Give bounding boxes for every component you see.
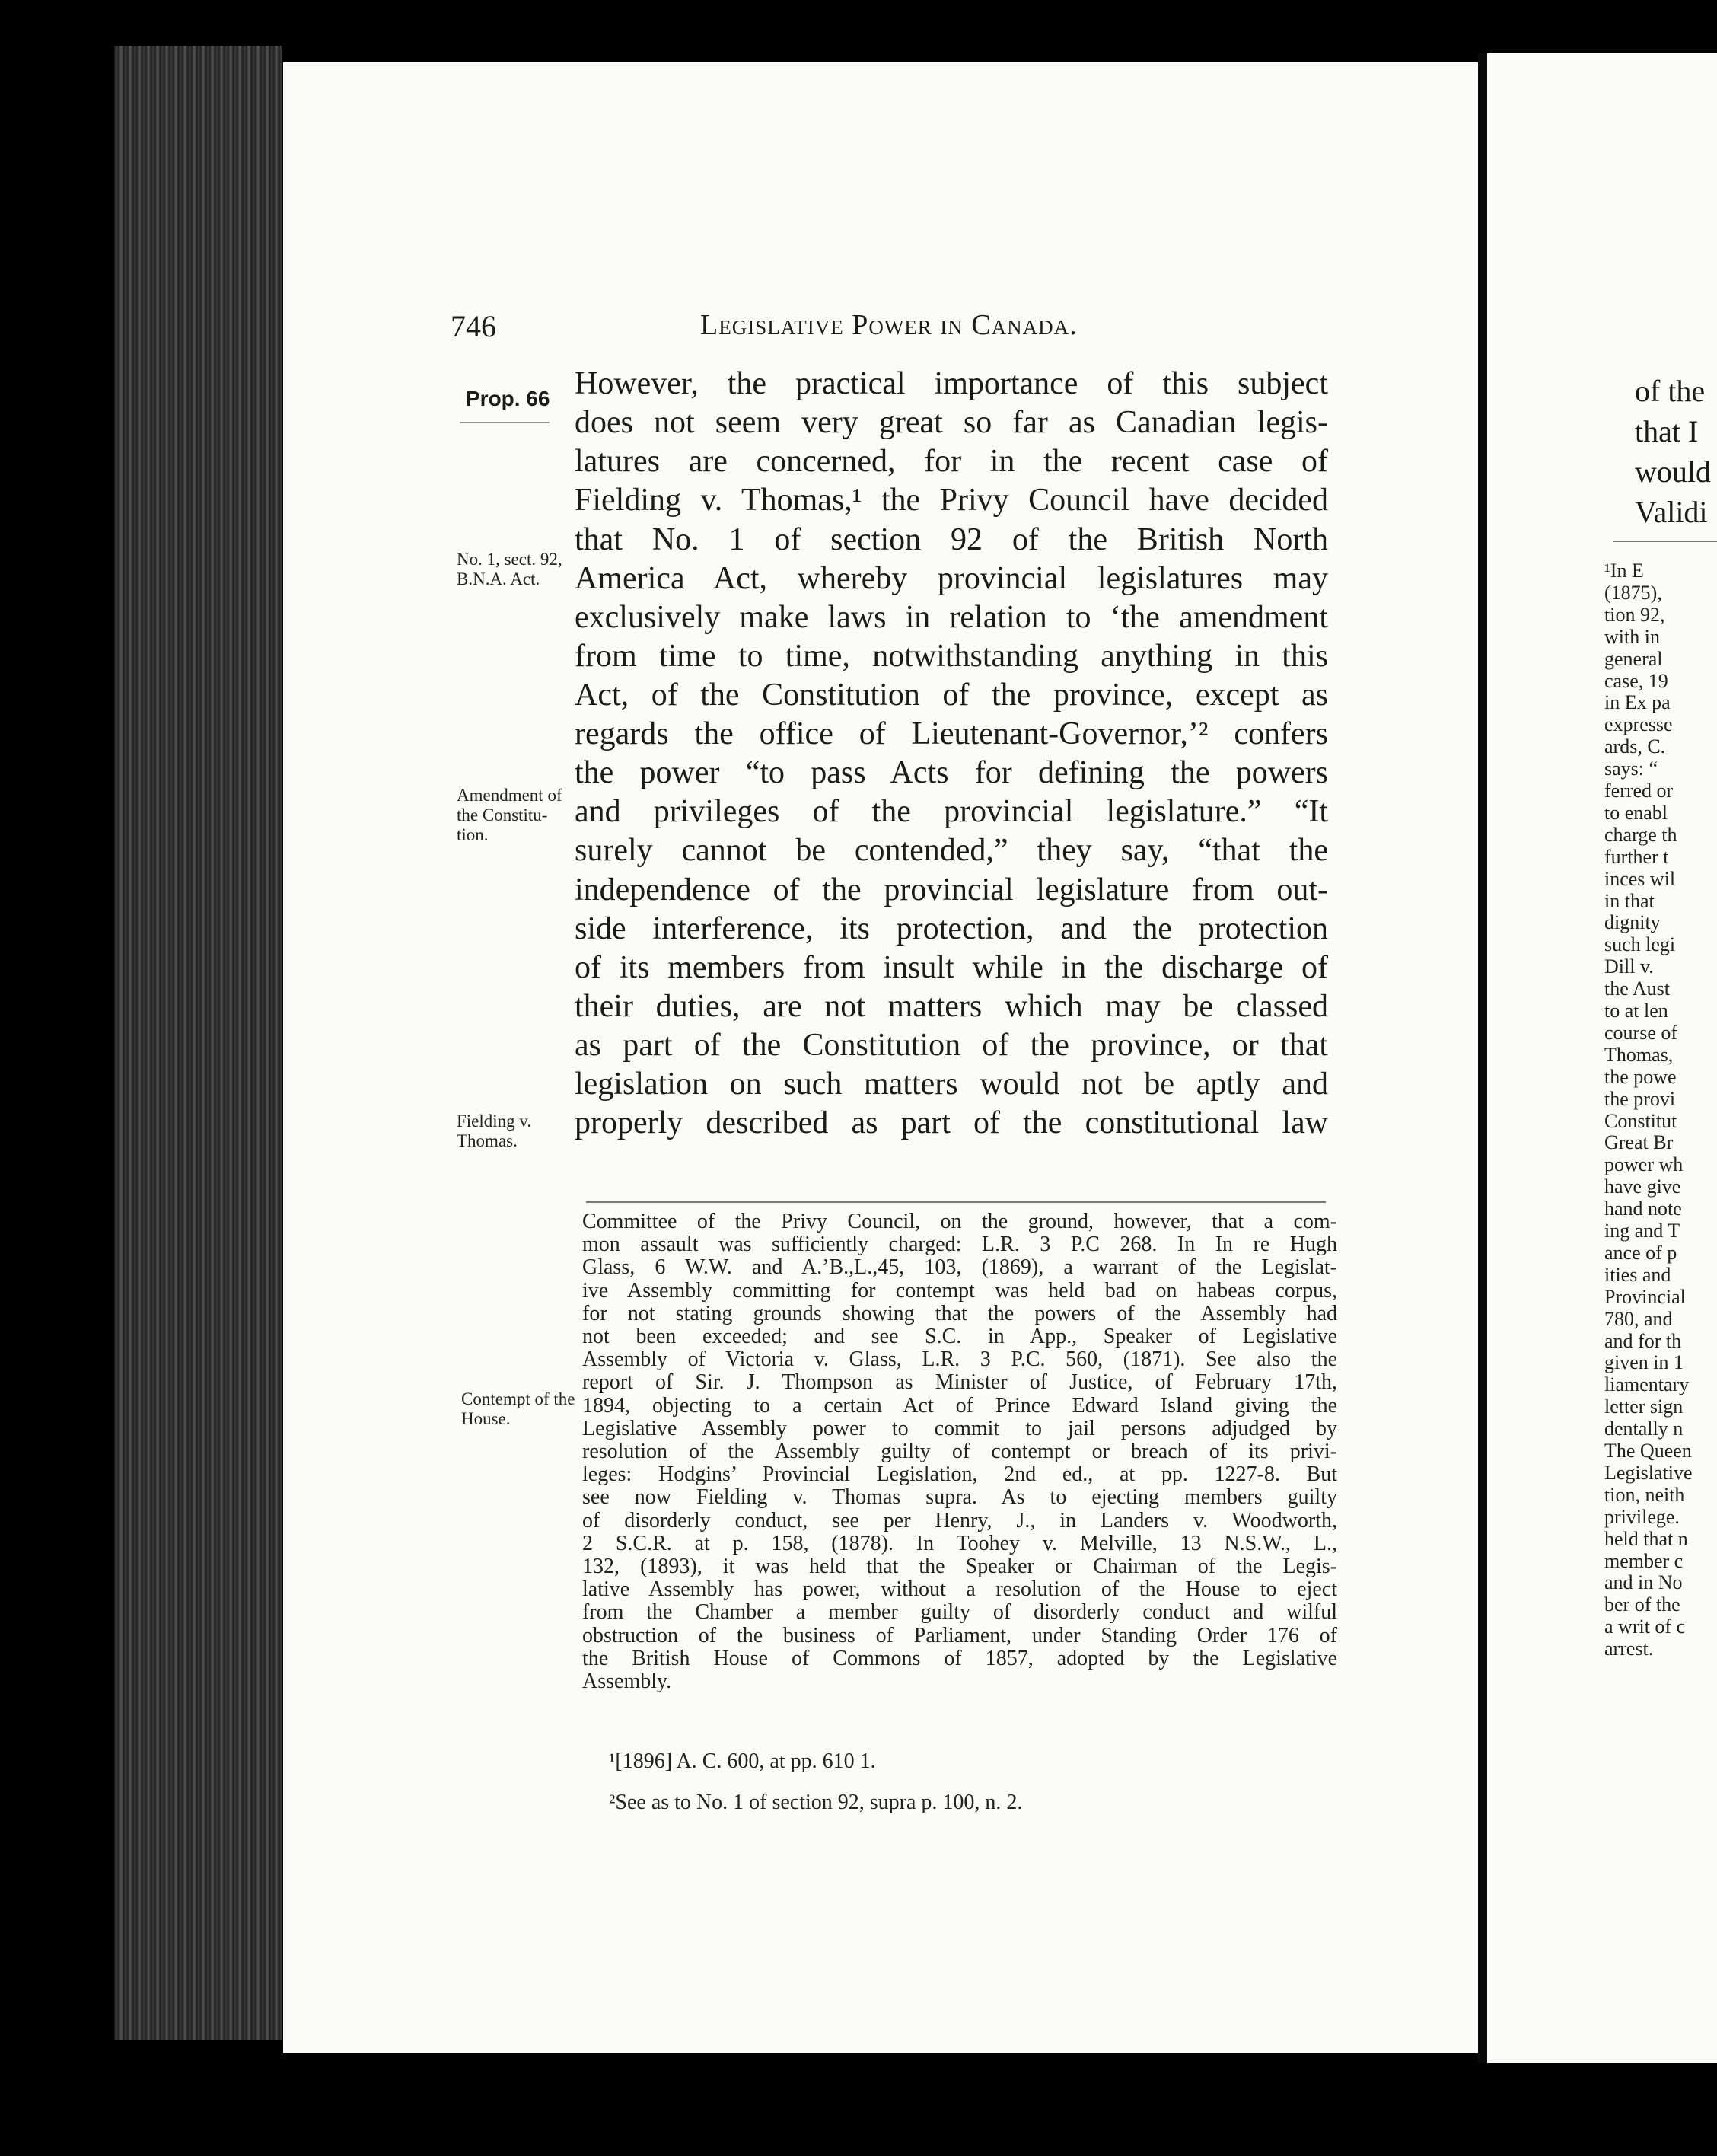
right-footnote-line: general bbox=[1604, 647, 1663, 670]
right-body-line: Validi bbox=[1635, 495, 1708, 529]
sidenote-rule bbox=[460, 422, 550, 423]
right-footnote-line: charge th bbox=[1604, 823, 1677, 846]
footnote-line: see now Fielding v. Thomas supra. As to ejecting members guilty bbox=[582, 1485, 1337, 1510]
right-footnote-line: with in bbox=[1604, 625, 1660, 648]
body-line: from time to time, notwithstanding anything in this bbox=[575, 639, 1328, 674]
footnote-line: Assembly. bbox=[582, 1670, 672, 1694]
sidenote-contempt: Contempt of the House. bbox=[461, 1389, 575, 1428]
running-head-initial: L bbox=[700, 309, 719, 341]
body-line: does not seem very great so far as Canadian legis- bbox=[575, 405, 1328, 440]
sidenote-fielding: Fielding v. Thomas. bbox=[457, 1111, 532, 1150]
right-footnote-line: course of bbox=[1604, 1021, 1678, 1044]
footnote-line: 2 S.C.R. at p. 158, (1878). In Toohey v. Melville, 13 N.S.W., L., bbox=[582, 1531, 1337, 1555]
footnote-line: report of Sir. J. Thompson as Minister of Justice, of February 17th, bbox=[582, 1370, 1337, 1395]
body-line: exclusively make laws in relation to ‘the amendment bbox=[575, 600, 1328, 635]
body-line: the power “to pass Acts for defining the powers bbox=[575, 755, 1328, 790]
right-footnote-line: dentally n bbox=[1604, 1418, 1684, 1440]
right-footnote-line: ities and bbox=[1604, 1263, 1671, 1286]
right-footnote-line: letter sign bbox=[1604, 1395, 1684, 1418]
footnote-line: Glass, 6 W.W. and A.’B.,L.,45, 103, (1869), a warrant of the Legislat- bbox=[582, 1255, 1337, 1280]
body-line: as part of the Constitution of the province, or that bbox=[575, 1028, 1328, 1063]
body-line: regards the office of Lieutenant-Governor,’² confers bbox=[575, 716, 1328, 751]
footnote-line: leges: Hodgins’ Provincial Legislation, 2nd ed., at pp. 1227-8. But bbox=[582, 1462, 1337, 1487]
body-line: that No. 1 of section 92 of the British North bbox=[575, 522, 1328, 557]
right-footnote-line: ber of the bbox=[1604, 1593, 1680, 1616]
right-footnote-line: dignity bbox=[1604, 911, 1661, 934]
body-line: their duties, are not matters which may be classed bbox=[575, 989, 1328, 1024]
right-footnote-line: expresse bbox=[1604, 713, 1673, 736]
right-footnote-line: Constitut bbox=[1604, 1109, 1677, 1132]
right-footnote-line: held that n bbox=[1604, 1527, 1688, 1550]
right-footnote-line: Dill v. bbox=[1604, 955, 1654, 978]
footnote-line: of disorderly conduct, see per Henry, J., in Landers v. Woodworth, bbox=[582, 1508, 1337, 1532]
footnote-line: ive Assembly committing for contempt was held bad on habeas corpus, bbox=[582, 1278, 1337, 1303]
right-footnote-line: ards, C. bbox=[1604, 735, 1666, 758]
body-line: Fielding v. Thomas,¹ the Privy Council have decided bbox=[575, 483, 1328, 518]
right-body-line: would bbox=[1635, 454, 1711, 489]
right-footnote-line: Legislative bbox=[1604, 1461, 1693, 1484]
right-footnote-line: in that bbox=[1604, 889, 1655, 912]
right-footnote-line: tion 92, bbox=[1604, 603, 1665, 626]
body-line: of its members from insult while in the discharge of bbox=[575, 950, 1328, 985]
right-footnote-line: Provincial bbox=[1604, 1285, 1686, 1308]
footnote-line: Assembly of Victoria v. Glass, L.R. 3 P.C. 560, (1871). See also the bbox=[582, 1348, 1337, 1372]
right-footnote-line: tion, neith bbox=[1604, 1483, 1685, 1506]
footnote-line: mon assault was sufficiently charged: L.R. 3 P.C 268. In In re Hugh bbox=[582, 1233, 1337, 1257]
right-footnote-line: the provi bbox=[1604, 1087, 1676, 1110]
footnote-line: Committee of the Privy Council, on the ground, however, that a com- bbox=[582, 1210, 1337, 1233]
book-gutter bbox=[1478, 53, 1487, 2063]
right-footnote-line: member c bbox=[1604, 1549, 1684, 1572]
footnote-line: for not stating grounds showing that the powers of the Assembly had bbox=[582, 1301, 1337, 1325]
right-page bbox=[1487, 53, 1717, 2063]
footnote-line: obstruction of the business of Parliament, under Standing Order 176 of bbox=[582, 1623, 1337, 1647]
right-footnote-line: and in No bbox=[1604, 1571, 1683, 1594]
right-body-line: of the bbox=[1635, 374, 1706, 408]
right-footnote-line: ferred or bbox=[1604, 780, 1674, 802]
body-line: properly described as part of the constitutional law bbox=[575, 1105, 1328, 1140]
footnote-line: from the Chamber a member guilty of disorderly conduct and wilful bbox=[582, 1600, 1337, 1625]
footnote-line: the British House of Commons of 1857, adopted by the Legislative bbox=[582, 1646, 1337, 1670]
body-line: However, the practical importance of this subject bbox=[575, 366, 1328, 401]
sidenote-bna: No. 1, sect. 92, B.N.A. Act. bbox=[457, 550, 562, 588]
footnote-line: Legislative Assembly power to commit to jail persons adjudged by bbox=[582, 1416, 1337, 1440]
book-page-edges bbox=[114, 46, 282, 2040]
footnote-line: not been exceeded; and see S.C. in App., Speaker of Legislative bbox=[582, 1325, 1337, 1349]
right-footnote-line: ance of p bbox=[1604, 1241, 1677, 1264]
right-footnote-line: 780, and bbox=[1604, 1307, 1673, 1330]
right-footnote-line: such legi bbox=[1604, 933, 1676, 956]
footnote-line: 1894, objecting to a certain Act of Prince Edward Island giving the bbox=[582, 1393, 1337, 1418]
right-footnote-line: case, 19 bbox=[1604, 669, 1668, 692]
footnote-1: ¹[1896] A. C. 600, at pp. 610 1. bbox=[609, 1749, 876, 1773]
body-line: legislation on such matters would not be aptly and bbox=[575, 1067, 1328, 1102]
right-footnote-line: privilege. bbox=[1604, 1505, 1680, 1528]
right-footnote-line: arrest. bbox=[1604, 1638, 1654, 1660]
footnote-separator bbox=[586, 1201, 1326, 1203]
right-footnote-line: Thomas, bbox=[1604, 1043, 1674, 1066]
right-footnote-line: the powe bbox=[1604, 1065, 1677, 1088]
right-footnote-separator bbox=[1613, 541, 1717, 542]
right-footnote-line: The Queen bbox=[1604, 1440, 1692, 1462]
right-footnote-line: further t bbox=[1604, 845, 1669, 868]
body-line: surely cannot be contended,” they say, “that the bbox=[575, 833, 1328, 868]
right-footnote-line: hand note bbox=[1604, 1198, 1682, 1220]
right-footnote-line: to enabl bbox=[1604, 801, 1668, 824]
right-body-line: that I bbox=[1635, 414, 1699, 448]
right-footnote-line: and for th bbox=[1604, 1329, 1682, 1352]
sidenote-prop: Prop. 66 bbox=[466, 387, 550, 410]
running-head bbox=[700, 308, 1078, 342]
body-line: Act, of the Constitution of the province, except as bbox=[575, 678, 1328, 713]
body-line: latures are concerned, for in the recent case of bbox=[575, 444, 1328, 479]
footnote-2: ²See as to No. 1 of section 92, supra p. 100, n. 2. bbox=[609, 1791, 1023, 1814]
right-footnote-line: the Aust bbox=[1604, 978, 1670, 1000]
right-footnote-line: says: “ bbox=[1604, 757, 1658, 780]
page-number: 746 bbox=[451, 309, 496, 343]
footnote-line: 132, (1893), it was held that the Speaker or Chairman of the Legis- bbox=[582, 1555, 1337, 1579]
right-footnote-line: inces wil bbox=[1604, 867, 1676, 890]
right-footnote-line: given in 1 bbox=[1604, 1351, 1684, 1374]
right-footnote-line: ing and T bbox=[1604, 1220, 1680, 1242]
right-footnote-line: (1875), bbox=[1604, 581, 1662, 604]
footnote-line: lative Assembly has power, without a resolution of the House to eject bbox=[582, 1577, 1337, 1602]
right-footnote-line: to at len bbox=[1604, 1000, 1668, 1022]
footnote-continued bbox=[582, 1210, 1337, 1693]
right-footnote-line: liamentary bbox=[1604, 1373, 1690, 1396]
footnote-line: resolution of the Assembly guilty of contempt or breach of its privi- bbox=[582, 1440, 1337, 1464]
body-line: side interference, its protection, and the protection bbox=[575, 911, 1328, 946]
right-footnote-line: ¹In E bbox=[1604, 560, 1644, 582]
sidenote-amendment: Amendment of the Constitu- tion. bbox=[457, 786, 562, 844]
right-footnote-line: in Ex pa bbox=[1604, 691, 1671, 714]
right-footnote-line: power wh bbox=[1604, 1153, 1684, 1176]
body-line: and privileges of the provincial legislature.” “It bbox=[575, 794, 1328, 829]
right-footnote-line: have give bbox=[1604, 1175, 1681, 1198]
body-line: independence of the provincial legislature from out- bbox=[575, 872, 1328, 907]
running-head-rest: egislative Power in Canada. bbox=[718, 309, 1078, 341]
body-line: America Act, whereby provincial legislatures may bbox=[575, 561, 1328, 596]
right-footnote-line: a writ of c bbox=[1604, 1615, 1686, 1638]
right-footnote-line: Great Br bbox=[1604, 1131, 1674, 1154]
